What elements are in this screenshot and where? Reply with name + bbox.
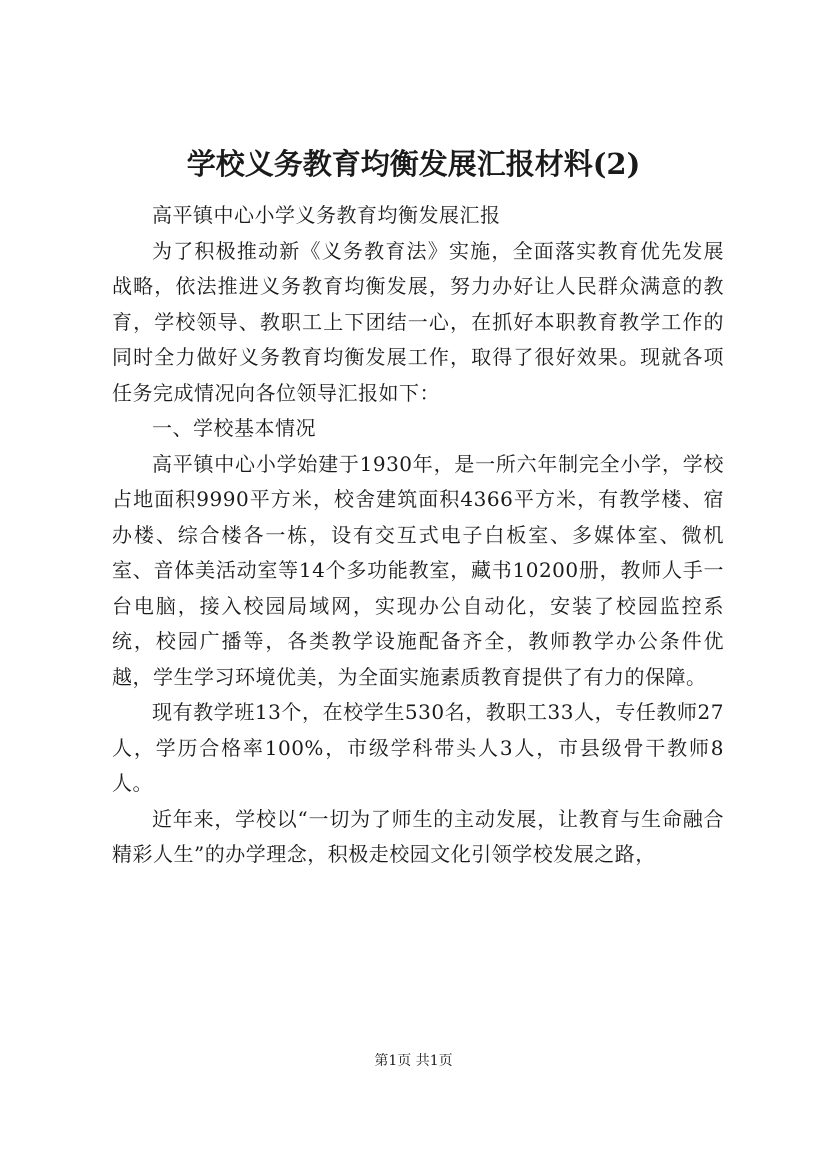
paragraph-staff-students: 现有教学班13个，在校学生530名，教职工33人，专任教师27人，学历合格率100%，市级学科带头人3人，市县级骨干教师8人。 (112, 700, 724, 795)
paragraph-subtitle: 高平镇中心小学义务教育均衡发展汇报 (152, 203, 501, 227)
section-heading-basic-info: 一、学校基本情况 (152, 416, 316, 440)
paragraph-intro: 为了积极推动新《义务教育法》实施，全面落实教育优先发展战略，依法推进义务教育均衡发展，努力办好让人民群众满意的教育，学校领导、教职工上下团结一心，在抓好本职教育教学工作的同时全力做好义务教育均衡发展工作，取得了很好效果。现就各项任务完成情况向各位领导汇报如下： (112, 238, 724, 405)
document-title: 学校义务教育均衡发展汇报材料(2) (186, 147, 641, 181)
document-body (112, 198, 724, 873)
paragraph-school-facilities: 高平镇中心小学始建于1930年，是一所六年制完全小学，学校占地面积9990平方米，校舍建筑面积4366平方米，有教学楼、宿办楼、综合楼各一栋，设有交互式电子白板室、多媒体室、微机室、音体美活动室等14个多功能教室，藏书10200册，教师人手一台电脑，接入校园局域网，实现办公自动化，安装了校园监控系统，校园广播等，各类教学设施配备齐全，教师教学办公条件优越，学生学习环境优美，为全面实施素质教育提供了有力的保障。 (112, 451, 724, 689)
paragraph-philosophy: 近年来，学校以“一切为了师生的主动发展，让教育与生命融合精彩人生”的办学理念，积极走校园文化引领学校发展之路， (112, 806, 724, 866)
page-number-footer: 第1页 共1页 (374, 1053, 453, 1069)
